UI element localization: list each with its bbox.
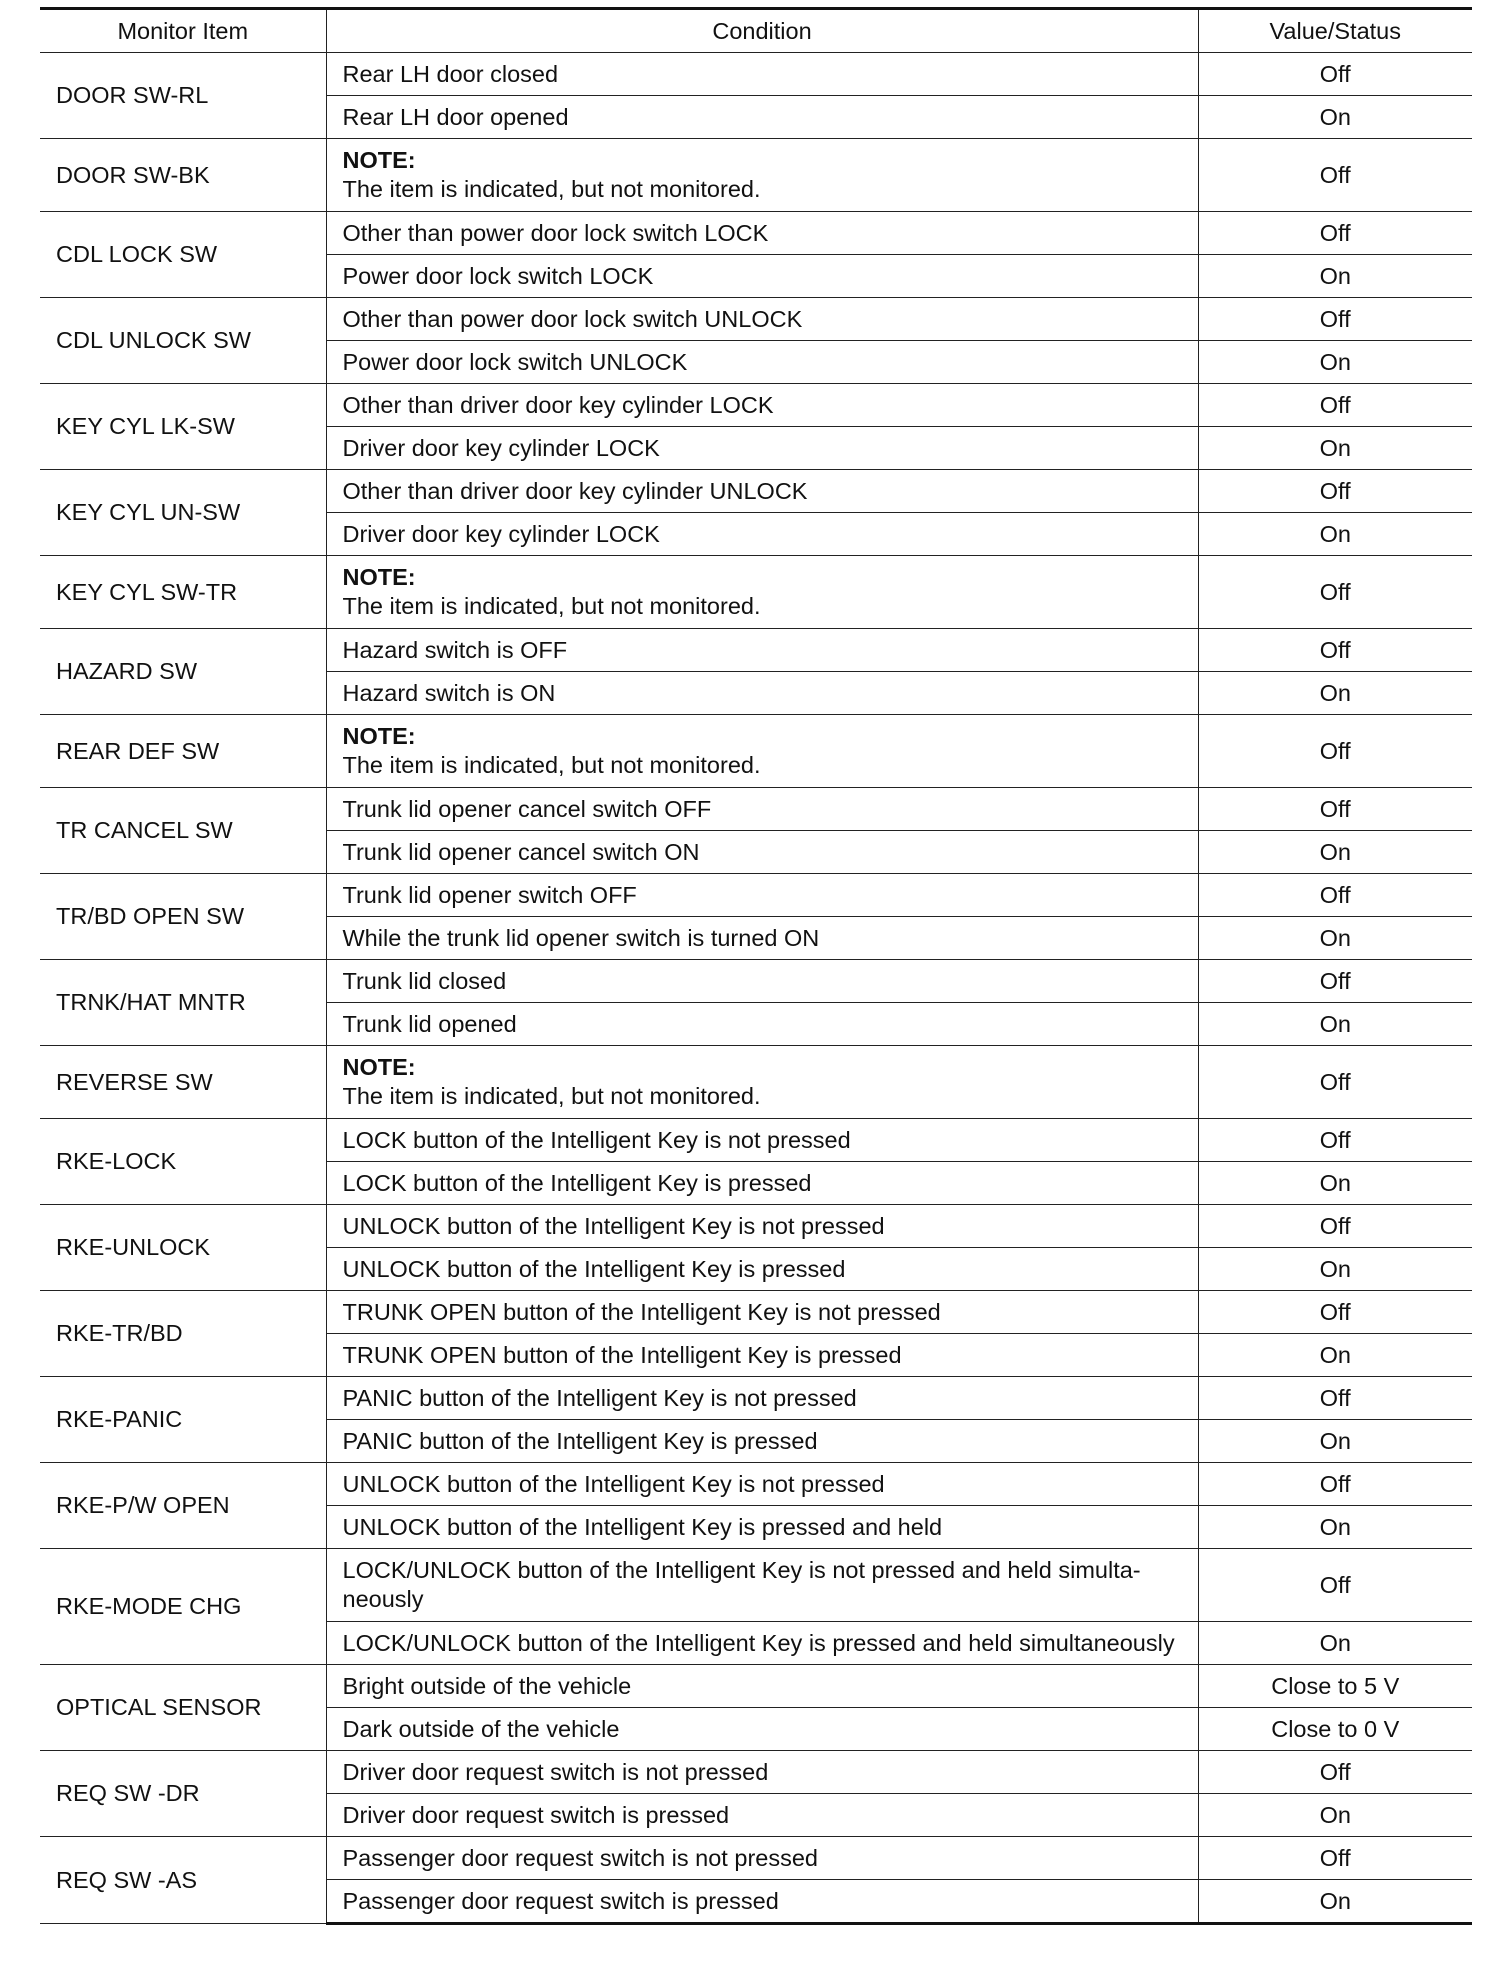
condition-text: Bright outside of the vehicle [342,1672,632,1699]
monitor-item-name: TR/BD OPEN SW [40,874,326,960]
condition-text: Driver door request switch is pressed [342,1801,730,1828]
monitor-item-name: DOOR SW-BK [40,139,326,212]
table-row [40,1837,1472,1880]
condition-cell [326,1837,1198,1880]
header-monitor-item: Monitor Item [40,9,326,53]
condition-cell [326,629,1198,672]
condition-text: Trunk lid opened [342,1010,517,1037]
value-status-cell: Close to 5 V [1198,1665,1472,1708]
value-status-cell: On [1198,917,1472,960]
note-label: NOTE: [342,564,416,590]
value-status-cell: On [1198,1622,1472,1665]
table-row [40,1291,1472,1334]
condition-cell [326,1708,1198,1751]
condition-cell [326,1420,1198,1463]
condition-cell [326,960,1198,1003]
monitor-item-table [40,7,1472,1925]
condition-cell [326,1334,1198,1377]
monitor-item-name: RKE-UNLOCK [40,1205,326,1291]
condition-text: UNLOCK button of the Intelligent Key is not pressed [342,1212,885,1239]
table-row [40,1377,1472,1420]
condition-text: Other than power door lock switch UNLOCK [342,305,803,332]
value-status-cell: On [1198,1162,1472,1205]
note-text: The item is indicated, but not monitored. [342,593,761,619]
value-status-cell: On [1198,513,1472,556]
note-label: NOTE: [342,1054,416,1080]
table-row [40,960,1472,1003]
condition-text: LOCK/UNLOCK button of the Intelligent Key is pressed and held simultaneously [342,1629,1175,1656]
table-row [40,1463,1472,1506]
monitor-item-name: CDL UNLOCK SW [40,298,326,384]
condition-cell [326,1119,1198,1162]
value-status-cell: Off [1198,556,1472,629]
note-text: The item is indicated, but not monitored. [342,1083,761,1109]
value-status-cell: Off [1198,298,1472,341]
value-status-cell: On [1198,427,1472,470]
condition-text: Hazard switch is ON [342,679,556,706]
condition-cell [326,1665,1198,1708]
condition-text: While the trunk lid opener switch is turned ON [342,924,820,951]
header-row [40,9,1472,53]
value-status-cell: On [1198,1248,1472,1291]
monitor-item-name: OPTICAL SENSOR [40,1665,326,1751]
value-status-cell: Close to 0 V [1198,1708,1472,1751]
condition-text: Driver door key cylinder LOCK [342,520,660,547]
value-status-cell: On [1198,1794,1472,1837]
monitor-item-name: KEY CYL LK-SW [40,384,326,470]
monitor-item-name: REQ SW -DR [40,1751,326,1837]
condition-cell [326,513,1198,556]
table-row [40,298,1472,341]
value-status-cell: On [1198,1003,1472,1046]
condition-cell [326,53,1198,96]
monitor-item-name: DOOR SW-RL [40,53,326,139]
condition-text: Trunk lid opener switch OFF [342,881,637,908]
table-row [40,1751,1472,1794]
condition-cell [326,874,1198,917]
value-status-cell: Off [1198,1377,1472,1420]
condition-text: Dark outside of the vehicle [342,1715,620,1742]
condition-text: Other than driver door key cylinder LOCK [342,391,774,418]
value-status-cell: Off [1198,1837,1472,1880]
value-status-cell: Off [1198,788,1472,831]
note-label: NOTE: [342,147,416,173]
value-status-cell: Off [1198,1046,1472,1119]
table-row [40,1549,1472,1622]
value-status-cell: On [1198,255,1472,298]
value-status-cell: On [1198,341,1472,384]
value-status-cell: Off [1198,629,1472,672]
table-row [40,715,1472,788]
table-row [40,874,1472,917]
table-row [40,1119,1472,1162]
condition-cell [326,1506,1198,1549]
condition-text: Rear LH door opened [342,103,569,130]
condition-text: Rear LH door closed [342,60,559,87]
monitor-item-name: REAR DEF SW [40,715,326,788]
table-row [40,1665,1472,1708]
note-text: The item is indicated, but not monitored. [342,176,761,202]
value-status-cell: Off [1198,715,1472,788]
header-value-status: Value/Status [1198,9,1472,53]
value-status-cell: Off [1198,384,1472,427]
condition-text: TRUNK OPEN button of the Intelligent Key is pressed [342,1341,902,1368]
condition-cell [326,139,1198,212]
condition-cell [326,96,1198,139]
condition-text: PANIC button of the Intelligent Key is not pressed [342,1384,857,1411]
table-row [40,53,1472,96]
condition-text: LOCK button of the Intelligent Key is not pressed [342,1126,851,1153]
condition-cell [326,831,1198,874]
condition-cell [326,1880,1198,1924]
condition-cell [326,917,1198,960]
value-status-cell: On [1198,672,1472,715]
condition-cell [326,1248,1198,1291]
condition-cell [326,788,1198,831]
table-row [40,1046,1472,1119]
value-status-cell: Off [1198,212,1472,255]
condition-text: Passenger door request switch is pressed [342,1887,779,1914]
condition-cell [326,1162,1198,1205]
condition-cell [326,715,1198,788]
condition-cell [326,1046,1198,1119]
monitor-item-name: TR CANCEL SW [40,788,326,874]
table-body [40,53,1472,1924]
monitor-item-name: HAZARD SW [40,629,326,715]
condition-cell [326,298,1198,341]
table-row [40,139,1472,212]
condition-cell [326,1549,1198,1622]
condition-text: TRUNK OPEN button of the Intelligent Key is not pressed [342,1298,941,1325]
condition-cell [326,384,1198,427]
value-status-cell: On [1198,1420,1472,1463]
condition-cell [326,212,1198,255]
condition-cell [326,470,1198,513]
condition-text: UNLOCK button of the Intelligent Key is pressed [342,1255,846,1282]
condition-cell [326,1291,1198,1334]
condition-cell [326,1622,1198,1665]
header-condition: Condition [326,9,1198,53]
condition-cell [326,1205,1198,1248]
value-status-cell: Off [1198,1751,1472,1794]
monitor-item-name: RKE-P/W OPEN [40,1463,326,1549]
condition-text: Trunk lid opener cancel switch OFF [342,795,712,822]
condition-cell [326,1751,1198,1794]
monitor-table-document [40,7,1472,1925]
monitor-item-name: RKE-MODE CHG [40,1549,326,1665]
value-status-cell: Off [1198,1291,1472,1334]
monitor-item-name: REQ SW -AS [40,1837,326,1924]
monitor-item-name: TRNK/HAT MNTR [40,960,326,1046]
value-status-cell: Off [1198,1549,1472,1622]
value-status-cell: Off [1198,1463,1472,1506]
table-row [40,384,1472,427]
condition-cell [326,1794,1198,1837]
condition-cell [326,1003,1198,1046]
table-row [40,629,1472,672]
value-status-cell: Off [1198,1205,1472,1248]
note-label: NOTE: [342,723,416,749]
condition-text: PANIC button of the Intelligent Key is pressed [342,1427,818,1454]
value-status-cell: On [1198,831,1472,874]
condition-text: Trunk lid opener cancel switch ON [342,838,700,865]
table-row [40,788,1472,831]
condition-text: UNLOCK button of the Intelligent Key is not pressed [342,1470,885,1497]
table-row [40,470,1472,513]
monitor-item-name: CDL LOCK SW [40,212,326,298]
monitor-item-name: RKE-PANIC [40,1377,326,1463]
condition-text: LOCK/UNLOCK button of the Intelligent Key is not pressed and held simulta- neously [342,1557,1141,1612]
value-status-cell: On [1198,1880,1472,1924]
condition-cell [326,255,1198,298]
condition-text: Passenger door request switch is not pressed [342,1844,818,1871]
condition-cell [326,341,1198,384]
condition-cell [326,1377,1198,1420]
value-status-cell: On [1198,1506,1472,1549]
monitor-item-name: RKE-LOCK [40,1119,326,1205]
value-status-cell: Off [1198,470,1472,513]
condition-cell [326,427,1198,470]
value-status-cell: Off [1198,960,1472,1003]
value-status-cell: On [1198,1334,1472,1377]
condition-cell [326,556,1198,629]
condition-text: Driver door request switch is not pressed [342,1758,769,1785]
value-status-cell: Off [1198,139,1472,212]
value-status-cell: Off [1198,53,1472,96]
table-row [40,212,1472,255]
condition-text: Other than driver door key cylinder UNLOCK [342,477,808,504]
condition-cell [326,672,1198,715]
condition-text: LOCK button of the Intelligent Key is pressed [342,1169,812,1196]
note-text: The item is indicated, but not monitored. [342,752,761,778]
condition-text: Power door lock switch LOCK [342,262,654,289]
condition-text: Driver door key cylinder LOCK [342,434,660,461]
monitor-item-name: REVERSE SW [40,1046,326,1119]
value-status-cell: Off [1198,874,1472,917]
condition-text: Power door lock switch UNLOCK [342,348,688,375]
condition-cell [326,1463,1198,1506]
condition-text: Hazard switch is OFF [342,636,568,663]
value-status-cell: On [1198,96,1472,139]
monitor-item-name: KEY CYL SW-TR [40,556,326,629]
condition-text: UNLOCK button of the Intelligent Key is pressed and held [342,1513,943,1540]
monitor-item-name: RKE-TR/BD [40,1291,326,1377]
condition-text: Other than power door lock switch LOCK [342,219,769,246]
table-row [40,556,1472,629]
value-status-cell: Off [1198,1119,1472,1162]
monitor-item-name: KEY CYL UN-SW [40,470,326,556]
condition-text: Trunk lid closed [342,967,507,994]
table-row [40,1205,1472,1248]
